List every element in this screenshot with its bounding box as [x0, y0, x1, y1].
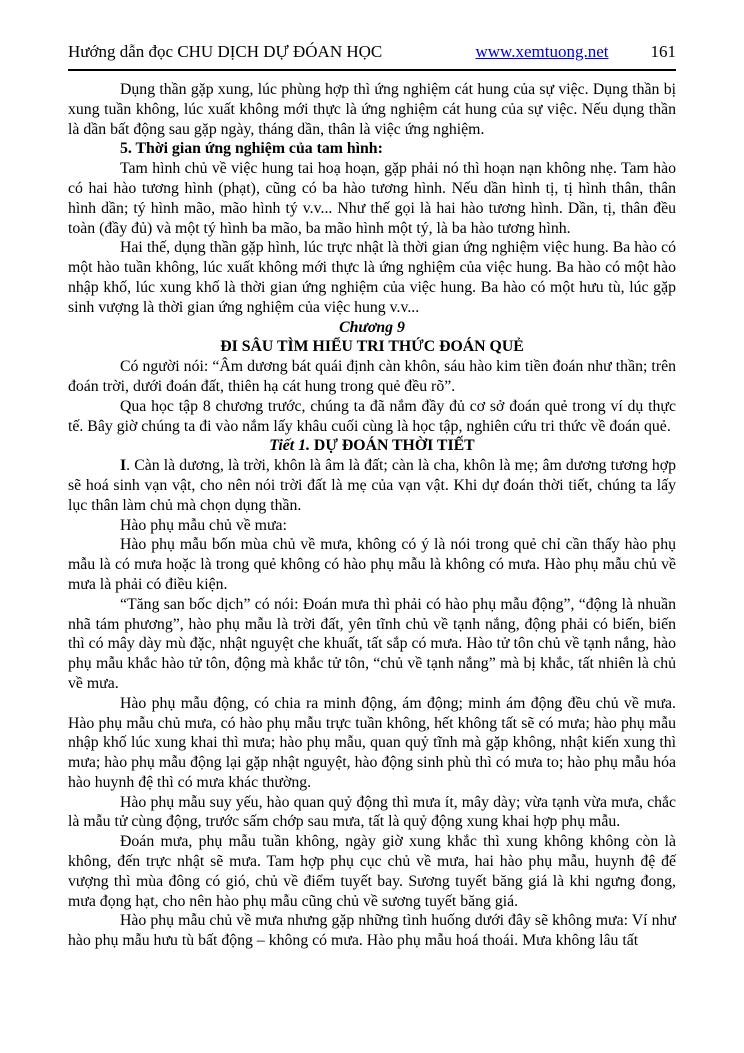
text-segment: Hào phụ mẫu suy yếu, hào quan quỷ động thì mưa ít, mây dày; vừa tạnh vừa mưa, chắc là mẫu tử cùng động, trước sấm chớp sau mưa, tất là quỷ động xung khai hợp phụ mẫu.: [68, 793, 676, 831]
text-segment: I: [120, 457, 127, 475]
paragraph-can-la-duong: [68, 456, 676, 515]
text-segment: Hai thế, dụng thần gặp hình, lúc trực nhật là thời gian ứng nghiệm việc hung. Ba hào có một hào tuần không, lúc xuất không mới thực là ứng nghiệm của việc hung. Ba hào có một hào nhập khố, lúc xung khố là thời gian ứng nghiệm của việc hung. Ba hào có một hưu tù, lúc gặp sinh vượng là thời gian ứng nghiệm của việc hung v.v...: [68, 239, 676, 316]
paragraph-dung-than-xung: [68, 80, 676, 139]
page-header: [68, 42, 676, 62]
header-page-number: 161: [650, 42, 676, 61]
text-segment: Hào phụ mẫu bốn mùa chủ về mưa, không có ý là nói trong quẻ chỉ cần thấy hào phụ mẫu là có mưa hoặc là trong quẻ không có hào phụ mẫu là không có mưa. Hào phụ mẫu chủ về mưa là phải có điều kiện.: [68, 536, 676, 593]
paragraph-minh-dong-am-dong: [68, 694, 676, 793]
paragraph-tam-hinh: [68, 159, 676, 238]
text-segment: ĐI SÂU TÌM HIỂU TRI THỨC ĐOÁN QUẺ: [220, 338, 524, 356]
text-segment: 5. Thời gian ứng nghiệm của tam hình:: [120, 140, 383, 158]
chapter-number-heading: [68, 318, 676, 338]
section-title-tiet-1: [68, 436, 676, 456]
header-title: Hướng dẫn đọc CHU DỊCH DỰ ĐÓAN HỌC: [68, 42, 383, 61]
text-segment: Hào phụ mẫu chủ về mưa:: [120, 516, 287, 534]
paragraph-qua-hoc-tap: [68, 397, 676, 437]
text-segment: “Tăng san bốc dịch” có nói: Đoán mưa thì phải có hào phụ mẫu động”, “động là nhuần nhã tám phương”, hào phụ mẫu là trời đất, yên tĩnh chủ về tạnh nắng, động phải có biến, biến thì có mây dày mù đặc, nhật nguyệt che khuất, tất sắp có mưa. Hào tử tôn chủ về tạnh nắng, hào phụ mẫu khắc hào tử tôn, động mà khắc tử tôn, “chủ về tạnh nắng” mà bị khắc, tất nhiên là chủ về mưa.: [68, 595, 676, 692]
text-segment: Hào phụ mẫu động, có chia ra minh động, ám động; minh ám động đều chủ về mưa. Hào phụ mẫu chủ mưa, có hào phụ mẫu trực tuần không, hết không tất sẽ có mưa; hào phụ mẫu nhập khố lúc xung khai thì mưa; hào phụ mẫu, quan quỷ tĩnh mà gặp không, nhật kiến xung thì mưa; hào phụ mẫu động lại gặp nhật nguyệt, hào động sinh phù thì có mưa to; hào phụ mẫu hóa hào huynh đệ thì có mưa khác thường.: [68, 694, 676, 791]
text-segment: Có người nói: “Âm dương bát quái định càn khôn, sáu hào kim tiền đoán như thần; trên đoán trời, dưới đoán đất, thiên hạ cát hung trong quẻ đều rõ”.: [68, 358, 676, 395]
page-content: [68, 80, 676, 951]
header-divider: [68, 69, 676, 71]
chapter-title-heading: [68, 337, 676, 357]
text-segment: Qua học tập 8 chương trước, chúng ta đã nắm đầy đủ cơ sở đoán quẻ trong ví dụ thực tế. Bây giờ chúng ta đi vào nắm lấy khâu cuối cùng là học tập, nghiên cứu tri thức về đoán quẻ.: [68, 397, 676, 435]
paragraph-khong-mua: [68, 911, 676, 951]
paragraph-suy-yeu: [68, 793, 676, 833]
header-website-link[interactable]: www.xemtuong.net: [475, 42, 609, 61]
paragraph-co-nguoi-noi: [68, 357, 676, 397]
text-segment: DỰ ĐOÁN THỜI TIẾT: [313, 437, 475, 455]
paragraph-hao-phu-mau-chu-ve-mua: [68, 516, 676, 536]
paragraph-bon-mua: [68, 535, 676, 594]
text-segment: Tam hình chủ về việc hung tai hoạ hoạn, gặp phải nó thì hoạn nạn không nhẹ. Tam hào có hai hào tương hình (phạt), cũng có ba hào tương hình. Nếu dần hình tị, tị hình thân, thân hình dần; tý hình mão, mão hình tý v.v... Như thế gọi là hai hào tương hình. Dần, tị, thân đều toàn (đầy đủ) và một tý hình ba mão, ba mão hình một tý, là ba hào tương hình.: [68, 160, 676, 237]
section-heading-5: [68, 139, 676, 159]
paragraph-doan-mua: [68, 832, 676, 911]
text-segment: Hào phụ mẫu chủ về mưa nhưng gặp những tình huống dưới đây sẽ không mưa: Ví như hào phụ mẫu hưu tù bất động – không có mưa. Hào phụ mẫu hoá thoái. Mưa không lâu tất: [68, 912, 676, 950]
paragraph-tang-san-boc-dich: [68, 595, 676, 694]
paragraph-hai-the: [68, 238, 676, 317]
text-segment: . Càn là dương, là trời, khôn là âm là đất; càn là cha, khôn là mẹ; âm dương tương hợp sẽ hoá sinh vạn vật, cho nên nói trời đất là mẹ của vạn vật. Khi dự đoán thời tiết, chúng ta lấy lục thân làm chủ mà chọn dụng thần.: [68, 457, 676, 514]
text-segment: Tiết 1.: [269, 437, 314, 455]
text-segment: Đoán mưa, phụ mẫu tuần không, ngày giờ xung khắc thì xung không không còn là không, đến trực nhật sẽ mưa. Tam hợp phụ cục chủ về mưa, hai hào phụ mẫu, huynh đệ đế vượng thì mùa đông có gió, chủ về điểm tuyết bay. Sương tuyết băng giá là khi ngưng đong, mưa đọng hạt, cho nên hào phụ mẫu cũng chủ về sương tuyết băng giá.: [68, 833, 676, 910]
text-segment: Dụng thần gặp xung, lúc phùng hợp thì ứng nghiệm cát hung của sự việc. Dụng thần bị xung tuần không, lúc xuất không mới thực là ứng nghiệm cát hung của sự việc. Nếu dụng thần là dần bất động sau gặp ngày, tháng dần, thân là việc ứng nghiệm.: [68, 81, 676, 138]
text-segment: Chương 9: [339, 318, 405, 336]
